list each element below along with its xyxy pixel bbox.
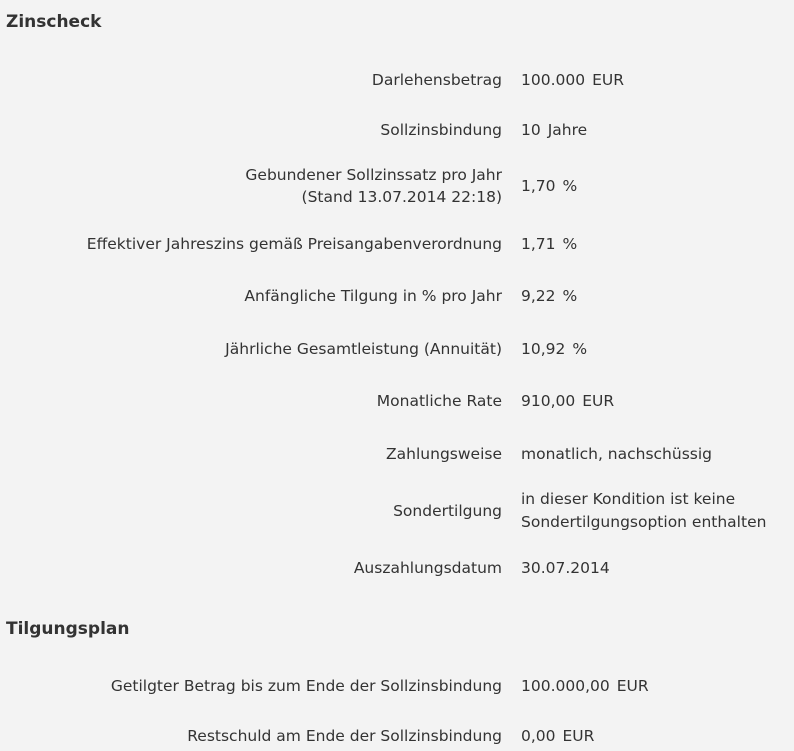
effektivzins-label: Effektiver Jahreszins gemäß Preisangabenverordnung — [86, 235, 502, 253]
rate-unit: EUR — [582, 391, 615, 410]
tilgung-rate: 9,22 — [521, 286, 556, 305]
getilgt-amount: 100.000,00 — [521, 676, 610, 695]
restschuld-amount: 0,00 — [521, 726, 556, 745]
darlehensbetrag-unit: EUR — [592, 70, 625, 89]
tilgung-value — [521, 285, 577, 308]
tilgung-label: Anfängliche Tilgung in % pro Jahr — [244, 287, 502, 305]
restschuld-label: Restschuld am Ende der Sollzinsbindung — [187, 727, 502, 745]
darlehensbetrag-label: Darlehensbetrag — [371, 71, 502, 89]
tilgungsplan-heading: Tilgungsplan — [6, 619, 130, 639]
darlehensbetrag-value — [521, 69, 624, 92]
row-annuitaet — [0, 338, 794, 360]
effektivzins-unit: % — [562, 234, 578, 253]
effektivzins-value — [521, 233, 577, 256]
getilgt-unit: EUR — [616, 676, 649, 695]
row-zahlungsweise — [0, 443, 794, 465]
row-restschuld — [0, 725, 794, 747]
row-tilgung — [0, 285, 794, 307]
sollzinsbindung-value — [521, 119, 587, 142]
row-sondertilgung — [0, 488, 794, 534]
restschuld-value — [521, 725, 594, 748]
darlehensbetrag-amount: 100.000 — [521, 70, 586, 89]
row-sollzinssatz — [0, 163, 794, 209]
sollzinssatz-label — [0, 164, 502, 208]
sollzinsbindung-unit: Jahre — [547, 120, 588, 139]
auszahlung-label: Auszahlungsdatum — [353, 559, 502, 577]
sollzinssatz-label-line1: Gebundener Sollzinssatz pro Jahr — [245, 166, 502, 184]
annuitaet-unit: % — [572, 339, 588, 358]
row-getilgt — [0, 675, 794, 697]
sollzinssatz-rate: 1,70 — [521, 176, 556, 195]
rate-value — [521, 390, 614, 413]
getilgt-label: Getilgter Betrag bis zum Ende der Sollzinsbindung — [110, 677, 502, 695]
sondertilgung-value — [521, 488, 766, 534]
row-sollzinsbindung — [0, 119, 794, 141]
sollzinssatz-label-line2: (Stand 13.07.2014 22:18) — [301, 188, 502, 206]
rate-label: Monatliche Rate — [376, 392, 502, 410]
zinscheck-heading: Zinscheck — [6, 12, 102, 32]
sollzinssatz-unit: % — [562, 176, 578, 195]
row-rate — [0, 390, 794, 412]
sondertilgung-label: Sondertilgung — [393, 502, 502, 520]
sondertilgung-value-line2: Sondertilgungsoption enthalten — [521, 513, 767, 531]
getilgt-value — [521, 675, 649, 698]
zahlungsweise-value: monatlich, nachschüssig — [521, 444, 713, 463]
sollzinssatz-value — [521, 175, 577, 198]
zahlungsweise-label: Zahlungsweise — [386, 445, 502, 463]
sondertilgung-value-line1: in dieser Kondition ist keine — [521, 490, 736, 508]
annuitaet-value — [521, 338, 587, 361]
tilgung-unit: % — [562, 286, 578, 305]
sollzinsbindung-label: Sollzinsbindung — [380, 121, 502, 139]
row-auszahlung — [0, 557, 794, 579]
sollzinsbindung-years: 10 — [521, 120, 541, 139]
annuitaet-label: Jährliche Gesamtleistung (Annuität) — [225, 340, 502, 358]
row-darlehensbetrag — [0, 69, 794, 91]
row-effektivzins — [0, 233, 794, 255]
annuitaet-rate: 10,92 — [521, 339, 566, 358]
effektivzins-rate: 1,71 — [521, 234, 556, 253]
rate-amount: 910,00 — [521, 391, 576, 410]
restschuld-unit: EUR — [562, 726, 595, 745]
auszahlung-value: 30.07.2014 — [521, 558, 610, 577]
